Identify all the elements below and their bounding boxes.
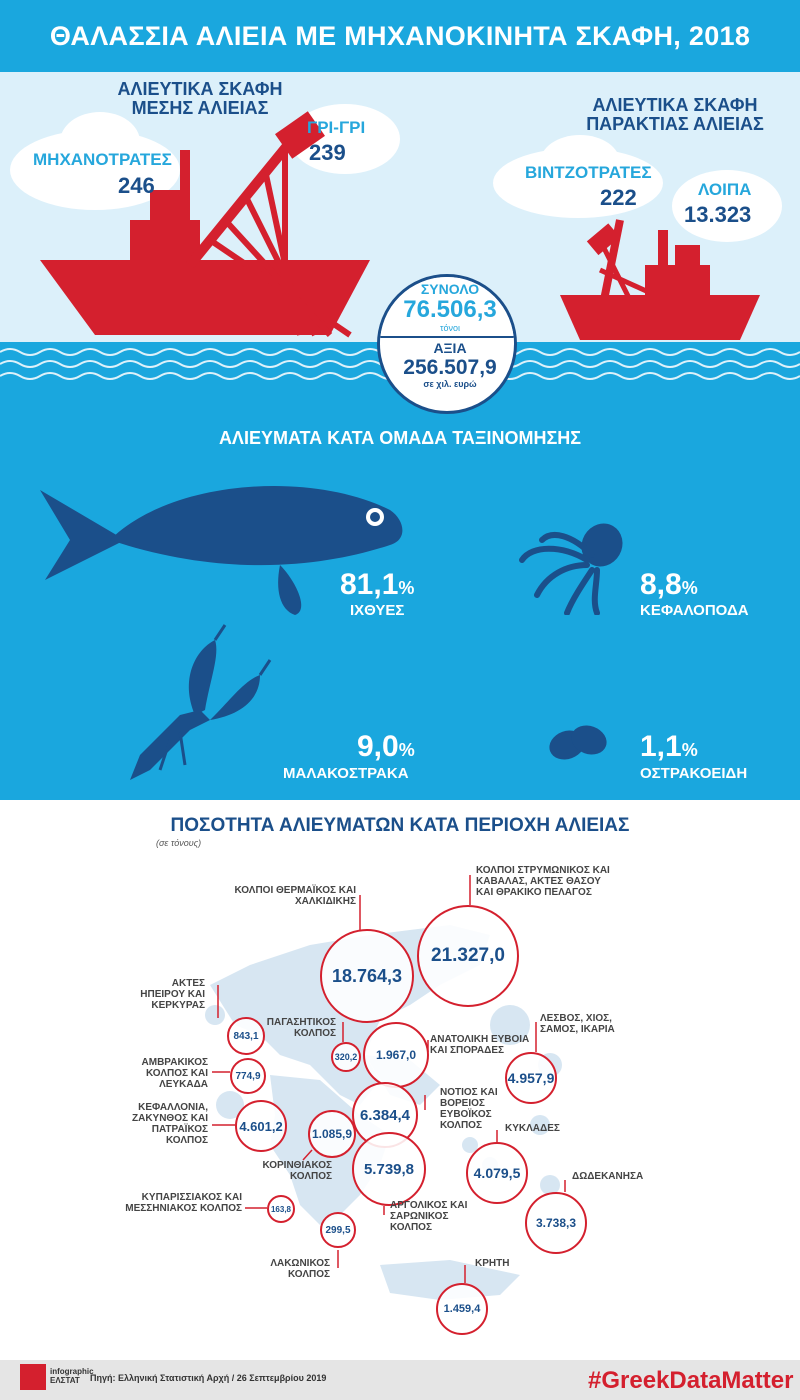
trawlers-label: ΜΗΧΑΝΟΤΡΑΤΕΣ (33, 150, 172, 169)
value-unit: σε χιλ. ευρώ (423, 379, 477, 389)
crustaceans-percent: 9,0% (357, 730, 415, 763)
crustaceans-percent-sign: % (398, 740, 415, 760)
region-circle-cyclades: 4.079,5 (466, 1142, 528, 1204)
trawlers-value: 246 (118, 173, 155, 198)
region-circle-thracian: 21.327,0 (417, 905, 519, 1007)
region-circle-epirus: 843,1 (227, 1017, 265, 1055)
region-circle-evoikos: 6.384,4 (352, 1082, 418, 1148)
value-label: ΑΞΙΑ (433, 340, 467, 356)
fish-percent: 81,1% (340, 568, 415, 601)
region-circle-east-evia: 1.967,0 (363, 1022, 429, 1088)
region-label-thermaikos: ΚΟΛΠΟΙ ΘΕΡΜΑΪΚΟΣ ΚΑΙ ΧΑΛΚΙΔΙΚΗΣ (234, 885, 356, 907)
shellfish-percent-sign: % (681, 740, 698, 760)
region-circle-crete: 1.459,4 (436, 1283, 488, 1335)
seiners-label: ΒΙΝΤΖΟΤΡΑΤΕΣ (525, 163, 652, 182)
purse-seine-value: 239 (309, 140, 346, 165)
cephalopods-label: ΚΕΦΑΛΟΠΟΔΑ (640, 602, 749, 619)
region-label-cyclades: ΚΥΚΛΑΔΕΣ (505, 1123, 560, 1134)
total-unit: τόνοι (439, 323, 461, 333)
logo-text: infographic ΕΛΣΤΑΤ (50, 1367, 94, 1385)
region-circle-lakonikos: 299,5 (320, 1212, 356, 1248)
total-value: 76.506,3 (403, 296, 497, 323)
region-label-amvrakikos: ΑΜΒΡΑΚΙΚΟΣ ΚΟΛΠΟΣ ΚΑΙ ΛΕΥΚΑΔΑ (141, 1057, 208, 1090)
region-circle-korinthiakos: 1.085,9 (308, 1110, 356, 1158)
medium-fleet-title: ΑΛΙΕΥΤΙΚΑ ΣΚΑΦΗ ΜΕΣΗΣ ΑΛΙΕΙΑΣ (117, 79, 283, 118)
coastal-fleet-title: ΑΛΙΕΥΤΙΚΑ ΣΚΑΦΗ ΠΑΡΑΚΤΙΑΣ ΑΛΙΕΙΑΣ (586, 95, 764, 134)
shellfish-percent: 1,1% (640, 730, 698, 763)
cephalopods-percent-sign: % (681, 578, 698, 598)
region-circle-thermaikos: 18.764,3 (320, 929, 414, 1023)
region-label-pagasitikos: ΠΑΓΑΣΗΤΙΚΟΣ ΚΟΛΠΟΣ (266, 1017, 336, 1039)
seiners-value: 222 (600, 185, 637, 210)
region-circle-amvrakikos: 774,9 (230, 1058, 266, 1094)
region-circle-pagasitikos: 320,2 (331, 1042, 361, 1072)
region-label-epirus: ΑΚΤΕΣ ΗΠΕΙΡΟΥ ΚΑΙ ΚΕΡΚΥΡΑΣ (140, 978, 205, 1011)
region-circle-lesvos: 4.957,9 (505, 1052, 557, 1104)
region-label-lakonikos: ΛΑΚΩΝΙΚΟΣ ΚΟΛΠΟΣ (270, 1258, 330, 1280)
shellfish-label: ΟΣΤΡΑΚΟΕΙΔΗ (640, 765, 748, 782)
cephalopods-percent: 8,8% (640, 568, 698, 601)
total-label: ΣΥΝΟΛΟ (420, 281, 480, 297)
region-label-lesvos: ΛΕΣΒΟΣ, ΧΙΟΣ, ΣΑΜΟΣ, ΙΚΑΡΙΑ (540, 1013, 615, 1035)
hashtag: #GreekDataMatter (588, 1367, 794, 1394)
region-label-dodecanese: ΔΩΔΕΚΑΝΗΣΑ (572, 1171, 644, 1182)
region-circle-kefallonia: 4.601,2 (235, 1100, 287, 1152)
groups-title: ΑΛΙΕΥΜΑΤΑ ΚΑΤΑ ΟΜΑΔΑ ΤΑΞΙΝΟΜΗΣΗΣ (218, 428, 582, 448)
region-label-korinthiakos: ΚΟΡΙΝΘΙΑΚΟΣ ΚΟΛΠΟΣ (262, 1160, 332, 1182)
region-circle-kyparissiakos: 163,8 (267, 1195, 295, 1223)
elstat-logo-icon (20, 1364, 46, 1390)
region-label-argolikos: ΑΡΓΟΛΙΚΟΣ ΚΑΙ ΣΑΡΩΝΙΚΟΣ ΚΟΛΠΟΣ (390, 1200, 468, 1233)
region-label-kefallonia: ΚΕΦΑΛΛΟΝΙΑ, ΖΑΚΥΝΘΟΣ ΚΑΙ ΠΑΤΡΑΪΚΟΣ ΚΟΛΠΟΣ (131, 1102, 208, 1146)
page-title: ΘΑΛΑΣΣΙΑ ΑΛΙΕΙΑ ΜΕ ΜΗΧΑΝΟΚΙΝΗΤΑ ΣΚΑΦΗ, 2018 (0, 0, 800, 72)
other-boats-label: ΛΟΙΠΑ (698, 180, 752, 199)
crustaceans-label: ΜΑΛΑΚΟΣΤΡΑΚΑ (283, 765, 409, 782)
purse-seine-label: ΓΡΙ-ΓΡΙ (307, 118, 366, 137)
region-circle-dodecanese: 3.738,3 (525, 1192, 587, 1254)
regions-title: ΠΟΣΟΤΗΤΑ ΑΛΙΕΥΜΑΤΩΝ ΚΑΤΑ ΠΕΡΙΟΧΗ ΑΛΙΕΙΑΣ (170, 815, 630, 836)
value-value: 256.507,9 (403, 356, 497, 379)
fish-percent-sign: % (398, 578, 415, 598)
region-label-east-evia: ΑΝΑΤΟΛΙΚΗ ΕΥΒΟΙΑ ΚΑΙ ΣΠΟΡΑΔΕΣ (430, 1034, 530, 1056)
region-label-thracian: ΚΟΛΠΟΙ ΣΤΡΥΜΩΝΙΚΟΣ ΚΑΙ ΚΑΒΑΛΑΣ, ΑΚΤΕΣ ΘΑΣΟΥ ΚΑΙ ΘΡΑΚΙΚΟ ΠΕΛΑΓΟΣ (476, 865, 610, 898)
other-boats-value: 13.323 (684, 202, 752, 227)
fish-label: ΙΧΘΥΕΣ (350, 602, 405, 619)
region-circle-argolikos: 5.739,8 (352, 1132, 426, 1206)
region-label-kyparissiakos: ΚΥΠΑΡΙΣΣΙΑΚΟΣ ΚΑΙ ΜΕΣΣΗΝΙΑΚΟΣ ΚΟΛΠΟΣ (125, 1192, 242, 1214)
region-label-evoikos: ΝΟΤΙΟΣ ΚΑΙ ΒΟΡΕΙΟΣ ΕΥΒΟΪΚΟΣ ΚΟΛΠΟΣ (440, 1087, 498, 1131)
region-label-crete: ΚΡΗΤΗ (475, 1258, 510, 1269)
regions-unit: (σε τόνους) (156, 838, 202, 848)
source-note: Πηγή: Ελληνική Στατιστική Αρχή / 26 Σεπτεμβρίου 2019 (90, 1373, 327, 1383)
